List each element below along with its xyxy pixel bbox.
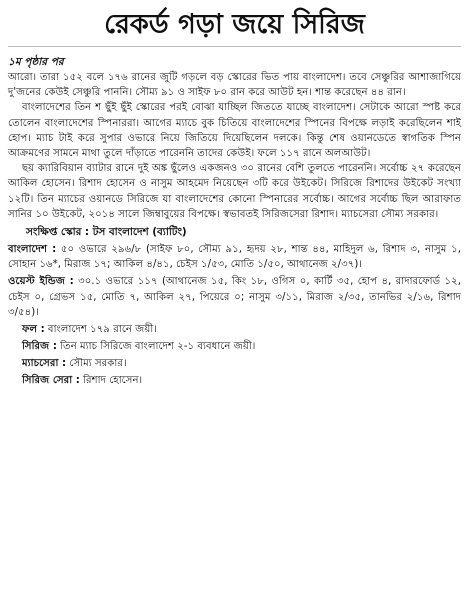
- article-paragraph: আরো। তারা ১৫২ বলে ১৭৬ রানের জুটি গড়লে বড় স্কোরের ভিত পায় বাংলাদেশ। তবে সেঞ্চুরির আশাজাগিয়ে দু'জনের কেউই সেঞ্চুরি পাননি। সৌম্য ৯১ ও সাইফ ৮০ রান করে আউট হন। শান্ত করেছেন ৪৪ রান।: [8, 72, 461, 99]
- result-value: বাংলাদেশ ১৭৯ রানে জয়ী।: [44, 324, 157, 336]
- series-value: তিন ম্যাচ সিরিজে বাংলাদেশ ২-১ ব্যবধানে জয়ী।: [56, 341, 256, 353]
- result-label: ফল :: [22, 324, 45, 336]
- player-of-series-value: রিশাদ হোসেন।: [79, 375, 143, 387]
- player-of-match-label: ম্যাচসেরা :: [22, 358, 67, 370]
- innings-score: ৫০ ওভারে ২৯৬/৮ (সাইফ ৮০, সৌম্য ৯১, হৃদয় ২৮, শান্ত ৪৪, মাহিদুল ৬, রিশাদ ৩, নাসুম ১, সোহান ১৬*, মিরাজ ১৭; আকিল ৪/৪১, চেইস ১/৫৩, মোতি ১/৫০, আথানেজ ২/৩৭)।: [8, 244, 461, 271]
- continued-from-label: ১ম পৃষ্ঠার পর: [8, 56, 64, 68]
- series-label: সিরিজ :: [22, 341, 57, 353]
- player-of-series-line: [22, 373, 461, 388]
- team-name: বাংলাদেশ :: [8, 244, 57, 256]
- player-of-match-line: [22, 356, 461, 371]
- innings-score: ৩০.১ ওভারে ১১৭ (আথানেজ ১৫, কিং ১৮, ওগিস ০, কার্টি ৩৫, হোপ ৪, রাদারফোর্ড ১২, চেইস ০, গ্রেভস ১৫, মোতি ৭, আকিল ২৭, পিয়েরে ০; নাসুম ৩/১১, মিরাজ ২/৩৫, তানভির ২/১৬, রিশাদ ৩/৫৪)।: [8, 276, 461, 318]
- player-of-series-label: সিরিজ সেরা :: [22, 375, 80, 387]
- result-line: [22, 322, 461, 337]
- article-paragraph: ছয় ক্যারিবিয়ান ব্যাটার রানে দুই অঙ্ক ছুঁলেও একজনও ৩০ রানের বেশি তুলতে পারেননি। সর্বোচ্চ ২৭ করেছেন আকিল হোসেন। রিশাদ হোসেন ও নাসুম আহমেদ নিয়েছেন ৩টি করে উইকেট। সিরিজে রিশাদের উইকেট সংখ্যা ১২টি। তিন ম্যাচের ওয়ানডে সিরিজে যা বাংলাদেশের কোনো স্পিনারের সর্বোচ্চ। আগের সর্বোচ্চ ছিল আরাফাত সানির ১০ উইকেট, ২০১৪ সালে জিম্বাবুয়ের বিপক্ষে। স্বভাবতই সিরিজসেরা রিশাদ। ম্যাচসেরা সৌম্য সরকার।: [8, 163, 461, 220]
- innings-bangladesh: [8, 242, 461, 272]
- series-line: [22, 339, 461, 354]
- headline: রেকর্ড গড়া জয়ে সিরিজ: [8, 6, 461, 47]
- score-summary-heading: সংক্ষিপ্ত স্কোর : টস বাংলাদেশ (ব্যাটিং): [26, 226, 187, 239]
- innings-west-indies: [8, 274, 461, 320]
- article-paragraph: বাংলাদেশের তিন শ ছুঁই ছুঁই স্কোরের পরই বোঝা যাচ্ছিল জিততে যাচ্ছে বাংলাদেশ। সেটাকে আরো স্পষ্ট করে তোলেন বাংলাদেশের স্পিনাররা। আগের ম্যাচে বুক চিতিয়ে বাংলাদেশের স্পিনের বিপক্ষে লড়াই করেছিলেন শাই হোপ। ম্যাচ টাই করে সুপার ওভারে নিয়ে জিতিয়ে দিয়েছিলেন দলকে। কিন্তু শেষ ওয়ানডেতে স্বাগতিক স্পিন আক্রমণের সামনে মাথা তুলে দাঁড়াতে পারেননি তাদের কেউই। ফলে ১১৭ রানে অলআউট।: [8, 102, 461, 160]
- team-name: ওয়েস্ট ইন্ডিজ :: [8, 276, 74, 288]
- player-of-match-value: সৌম্য সরকার।: [66, 358, 127, 370]
